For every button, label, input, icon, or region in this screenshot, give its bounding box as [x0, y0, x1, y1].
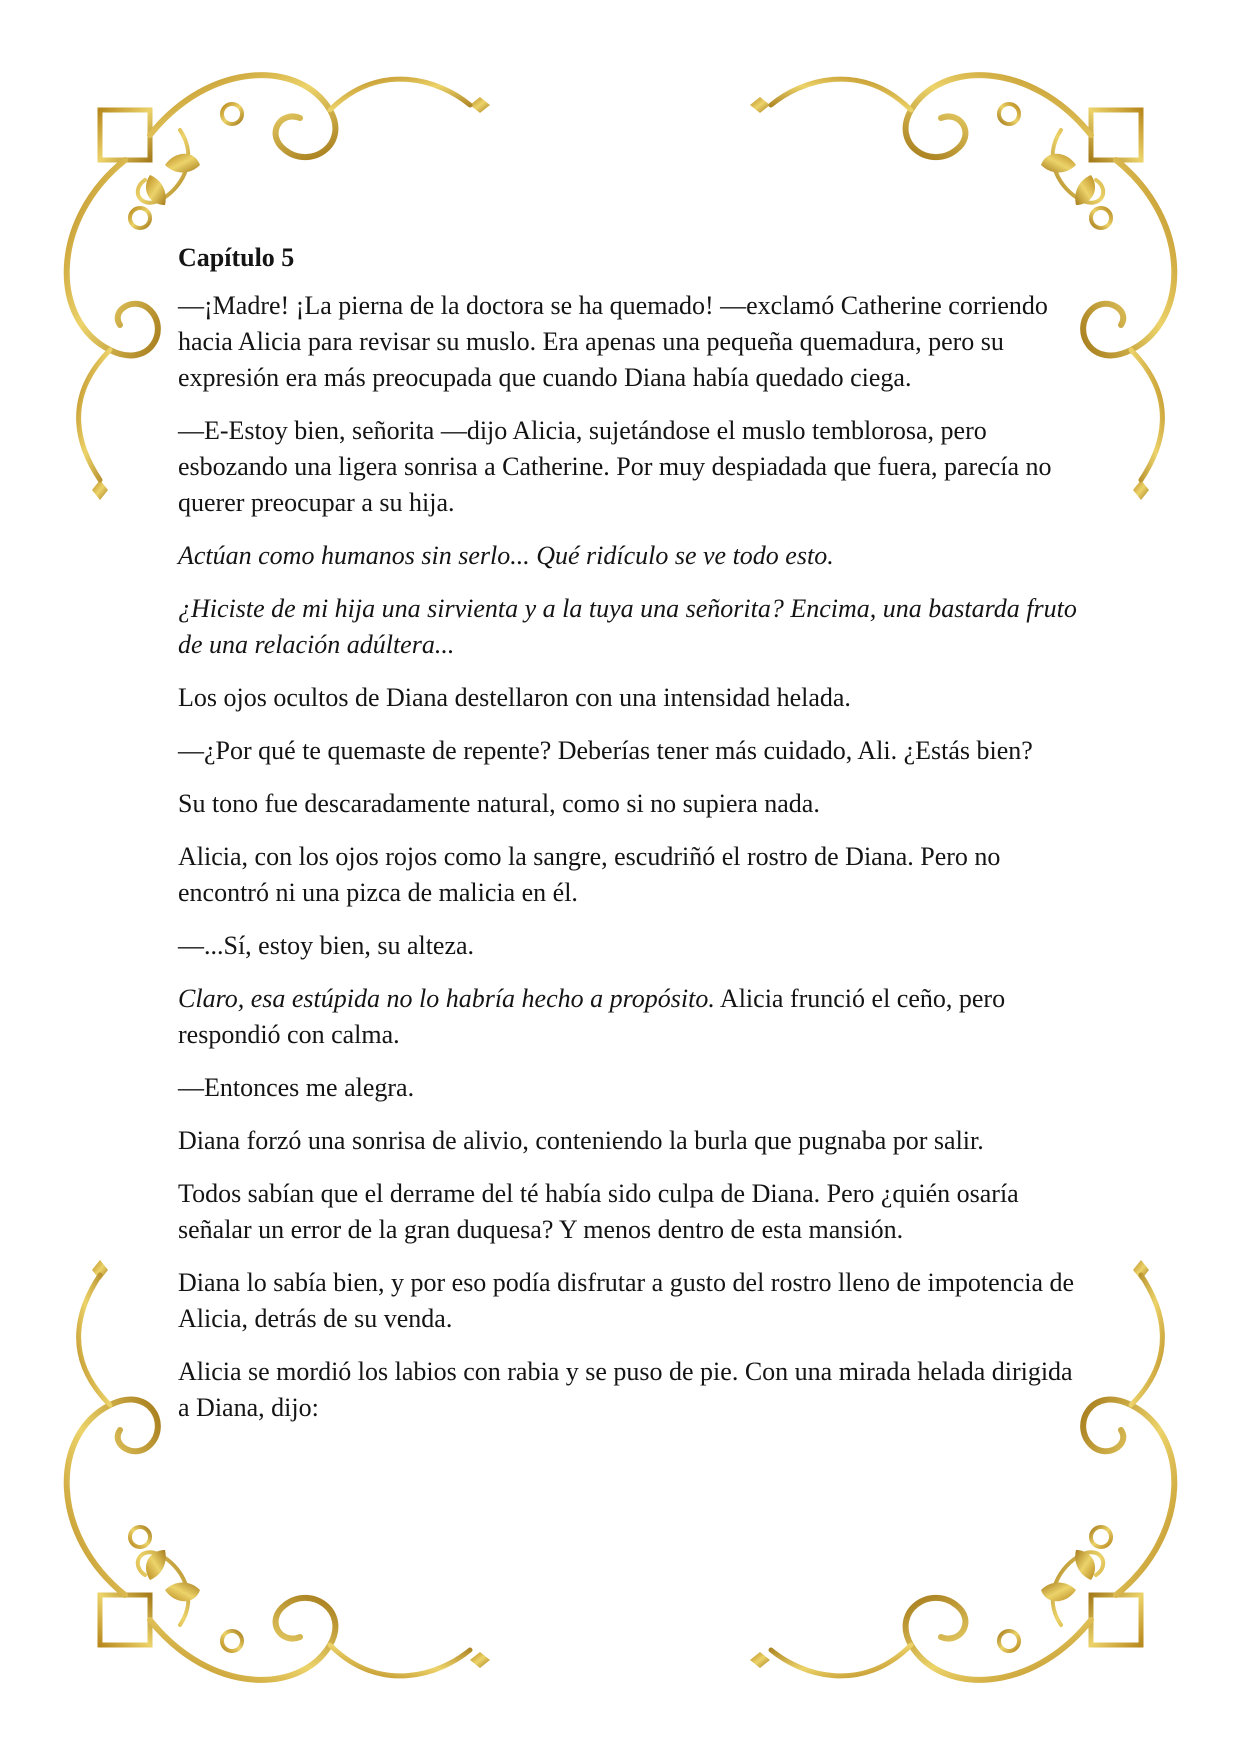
- paragraph: —Entonces me alegra.: [178, 1073, 415, 1102]
- paragraph: Los ojos ocultos de Diana destellaron con una intensidad helada.: [178, 683, 851, 712]
- document-body: [178, 240, 1078, 1443]
- paragraph: Diana forzó una sonrisa de alivio, conteniendo la burla que pugnaba por salir.: [178, 1126, 984, 1155]
- paragraph: —¿Por qué te quemaste de repente? Deberías tener más cuidado, Ali. ¿Estás bien?: [178, 736, 1033, 765]
- paragraph: —¡Madre! ¡La pierna de la doctora se ha quemado! —exclamó Catherine corriendo hacia Alicia para revisar su muslo. Era apenas una pequeña quemadura, pero su expresión era más preocupada que cuando Diana había quedado ciega.: [178, 291, 1048, 392]
- paragraph: Alicia se mordió los labios con rabia y se puso de pie. Con una mirada helada dirigida a Diana, dijo:: [178, 1357, 1073, 1422]
- inner-thought-paragraph: ¿Hiciste de mi hija una sirvienta y a la tuya una señorita? Encima, una bastarda fruto de una relación adúltera...: [178, 594, 1077, 659]
- inner-thought-paragraph: Actúan como humanos sin serlo... Qué ridículo se ve todo esto.: [178, 541, 834, 570]
- paragraph-mixed: [178, 981, 1078, 1053]
- paragraph: Diana lo sabía bien, y por eso podía disfrutar a gusto del rostro lleno de impotencia de Alicia, detrás de su venda.: [178, 1268, 1075, 1333]
- inner-thought-span: Claro, esa estúpida no lo habría hecho a propósito.: [178, 984, 715, 1013]
- paragraph: Su tono fue descaradamente natural, como si no supiera nada.: [178, 789, 820, 818]
- paragraph-text-span: Alicia frunció el ceño, pero respondió con calma.: [178, 984, 1006, 1049]
- paragraph: —...Sí, estoy bien, su alteza.: [178, 931, 475, 960]
- paragraph: Alicia, con los ojos rojos como la sangre, escudriñó el rostro de Diana. Pero no encontró ni una pizca de malicia en él.: [178, 842, 1001, 907]
- chapter-title: Capítulo 5: [178, 243, 295, 272]
- paragraph: Todos sabían que el derrame del té había sido culpa de Diana. Pero ¿quién osaría señalar un error de la gran duquesa? Y menos dentro de esta mansión.: [178, 1179, 1019, 1244]
- paragraph: —E-Estoy bien, señorita —dijo Alicia, sujetándose el muslo temblorosa, pero esbozando una ligera sonrisa a Catherine. Por muy despiadada que fuera, parecía no querer preocupar a su hija.: [178, 416, 1052, 517]
